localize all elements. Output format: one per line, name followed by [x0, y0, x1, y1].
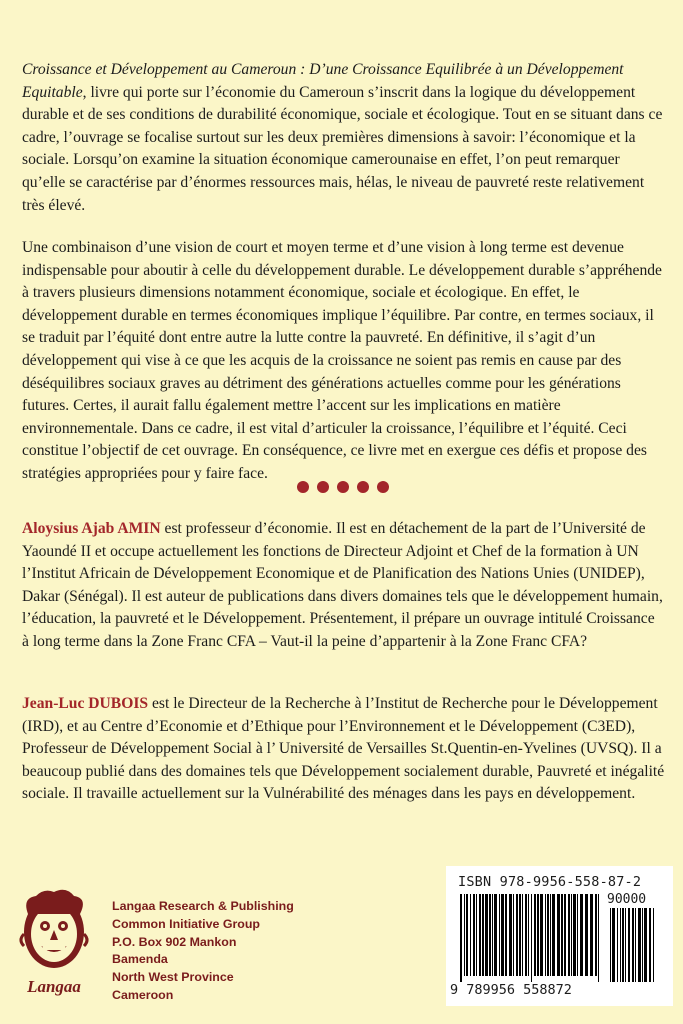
dot	[297, 481, 309, 493]
barcode-bar	[585, 894, 588, 976]
barcode-bar	[564, 894, 566, 976]
barcode-bar	[571, 894, 572, 976]
barcode-bar	[519, 894, 521, 976]
publisher-logo-icon	[14, 884, 94, 999]
barcode-bar	[499, 894, 500, 976]
barcode-bar	[577, 894, 578, 976]
barcode-bar	[598, 894, 599, 982]
barcode-bar	[476, 894, 477, 976]
author-bio-text: est le Directeur de la Recherche à l’Institut de Recherche pour le Développement (IRD), et au Centre d’Economie et d’Ethique pour l’Environnement et le Développement (C3ED), Professeur de Développement Social à l’ Université de Versailles St.Quentin-en-Yvelines (UVSQ). Il a beaucoup publié dans des domaines tels que Développement socialement durable, Pauvreté et inégalité sociale. Il travaille actuellement sur la Vulnérabilité des ménages dans les pays en développement.	[22, 695, 665, 803]
barcode-bar	[590, 894, 593, 976]
barcode-bar	[573, 894, 576, 976]
publisher-line: Langaa Research & Publishing	[112, 899, 294, 913]
barcode-bar	[534, 894, 536, 976]
barcode-addon-bar	[642, 908, 643, 982]
barcode-bar	[466, 894, 468, 976]
barcode-bar	[492, 894, 493, 976]
barcode-bar	[479, 894, 481, 976]
barcode-addon-bar	[653, 908, 654, 982]
barcode-addon-bar	[617, 908, 618, 982]
publisher-line: P.O. Box 902 Mankon	[112, 934, 237, 949]
barcode-bar	[550, 894, 551, 976]
publisher-line: Common Initiative Group	[112, 916, 261, 931]
barcode-addon-bar	[628, 908, 630, 982]
publisher-line: North West Province	[112, 970, 234, 985]
barcode-bar	[552, 894, 555, 976]
barcode-bar	[557, 894, 560, 976]
barcode-addon-bar	[638, 908, 641, 982]
barcode-addon-bar	[610, 908, 611, 982]
barcode-bar	[464, 894, 465, 976]
barcode-bar	[580, 894, 583, 976]
dot	[357, 481, 369, 493]
barcode-bar	[528, 894, 529, 976]
barcode-bar	[494, 894, 497, 976]
author-bio-1	[22, 518, 665, 654]
dot	[377, 481, 389, 493]
barcode-bar	[489, 894, 491, 976]
barcode-bar	[482, 894, 484, 976]
author-bio-2	[22, 693, 665, 806]
barcode-addon-bar	[644, 908, 647, 982]
barcode-addon-bar	[612, 908, 615, 982]
intro-paragraph	[22, 59, 665, 217]
barcode-bar	[545, 894, 546, 976]
barcode-bar	[568, 894, 570, 976]
barcode-bar	[460, 894, 462, 982]
barcode-addon-bar	[625, 908, 626, 982]
barcode-addon-bar	[622, 908, 624, 982]
author-name: Jean-Luc DUBOIS	[22, 695, 149, 712]
barcode-bar	[537, 894, 539, 976]
dot	[337, 481, 349, 493]
separator-dots	[297, 481, 389, 493]
isbn-barcode	[446, 866, 673, 1006]
barcode-bar	[522, 894, 523, 976]
publisher-line: Cameroon	[112, 987, 174, 1002]
barcode-addon-bar	[635, 908, 636, 982]
barcode-bar	[540, 894, 543, 976]
barcode-bar	[509, 894, 512, 976]
barcode-bar	[473, 894, 475, 976]
dot	[317, 481, 329, 493]
author-name: Aloysius Ajab AMIN	[22, 520, 161, 537]
publisher-logo-text: Langaa	[27, 977, 81, 996]
book-title-italic: Croissance et Développement au Cameroun : D’une Croissance Equilibrée à un Développement Equitable	[22, 61, 624, 101]
barcode-bar	[470, 894, 471, 976]
ean-number: 9 789956 558872	[450, 982, 572, 998]
barcode-bar	[513, 894, 514, 976]
barcode-addon-bar	[620, 908, 621, 982]
barcode-addon-bar	[649, 908, 651, 982]
barcode-bar	[501, 894, 504, 976]
body-paragraph: Une combinaison d’une vision de court et moyen terme et d’une vision à long terme est devenue indispensable pour aboutir à celle du développement durable. Le développement durable s’appréhende à travers plusieurs dimensions notamment économique, sociale et écologique. En effet, le développement durable en termes économiques implique l’équilibre. Par contre, en termes sociaux, il se traduit par l’équité dont entre autre la lutte contre la pauvreté. En définitive, il s’agit d’un développement qui vise à ce que les acquis de la croissance ne soient pas remis en cause par des déséquilibres sociaux graves au détriment des générations actuelles comme pour les générations futures. Certes, il aurait fallu également mettre l’accent sur les implications en matière environnementale. Dans ce cadre, il est vital d’articuler la croissance, l’équilibre et l’équité. Ceci constitue l’objectif de cet ouvrage. En conséquence, ce livre met en exergue ces défis et propose des stratégies appropriées pour y faire face.	[22, 239, 662, 482]
barcode-bar	[516, 894, 518, 976]
barcode-bar	[547, 894, 549, 976]
author-bio-text: est professeur d’économie. Il est en détachement de la part de l’Université de Yaoundé II et occupe actuellement les fonctions de Directeur Adjoint et Chef de la formation à UN l’Institut Africain de Développement Economique et de Planification des Nations Unies (UNIDEP), Dakar (Sénégal). Il est auteur de publications dans divers domaines tels que le développement humain, l’éducation, la pauvreté et le Développement. Présentement, il prépare un ouvrage intitulé Croissance à long terme dans la Zone Franc CFA – Vaut-il la peine d’appartenir à la Zone Franc CFA?	[22, 520, 663, 650]
intro-text: , livre qui porte sur l’économie du Cameroun s’inscrit dans la logique du développement durable et de ses conditions de durabilité économique, sociale et écologique. Tout en se situant dans ce cadre, l’ouvrage se focalise surtout sur les deux premières dimensions à savoir: l’économique et la sociale. Lorsqu’on examine la situation économique camerounaise en effet, l’on peut remarquer qu’elle se caractérise par d’énormes ressources mais, hélas, le niveau de pauvreté reste relativement très élevé.	[22, 83, 663, 214]
publisher-line: Bamenda	[112, 952, 168, 967]
barcode-bar	[561, 894, 563, 976]
publisher-address	[112, 898, 294, 1005]
barcode-bar	[531, 894, 532, 982]
price-code: 90000	[607, 892, 647, 907]
barcode-bar	[595, 894, 597, 976]
barcode-bar	[525, 894, 527, 976]
barcode-bars-icon	[460, 894, 660, 984]
barcode-bar	[485, 894, 488, 976]
barcode-bar	[505, 894, 507, 976]
barcode-addon-bar	[632, 908, 634, 982]
isbn-number: ISBN 978-9956-558-87-2	[458, 874, 642, 890]
